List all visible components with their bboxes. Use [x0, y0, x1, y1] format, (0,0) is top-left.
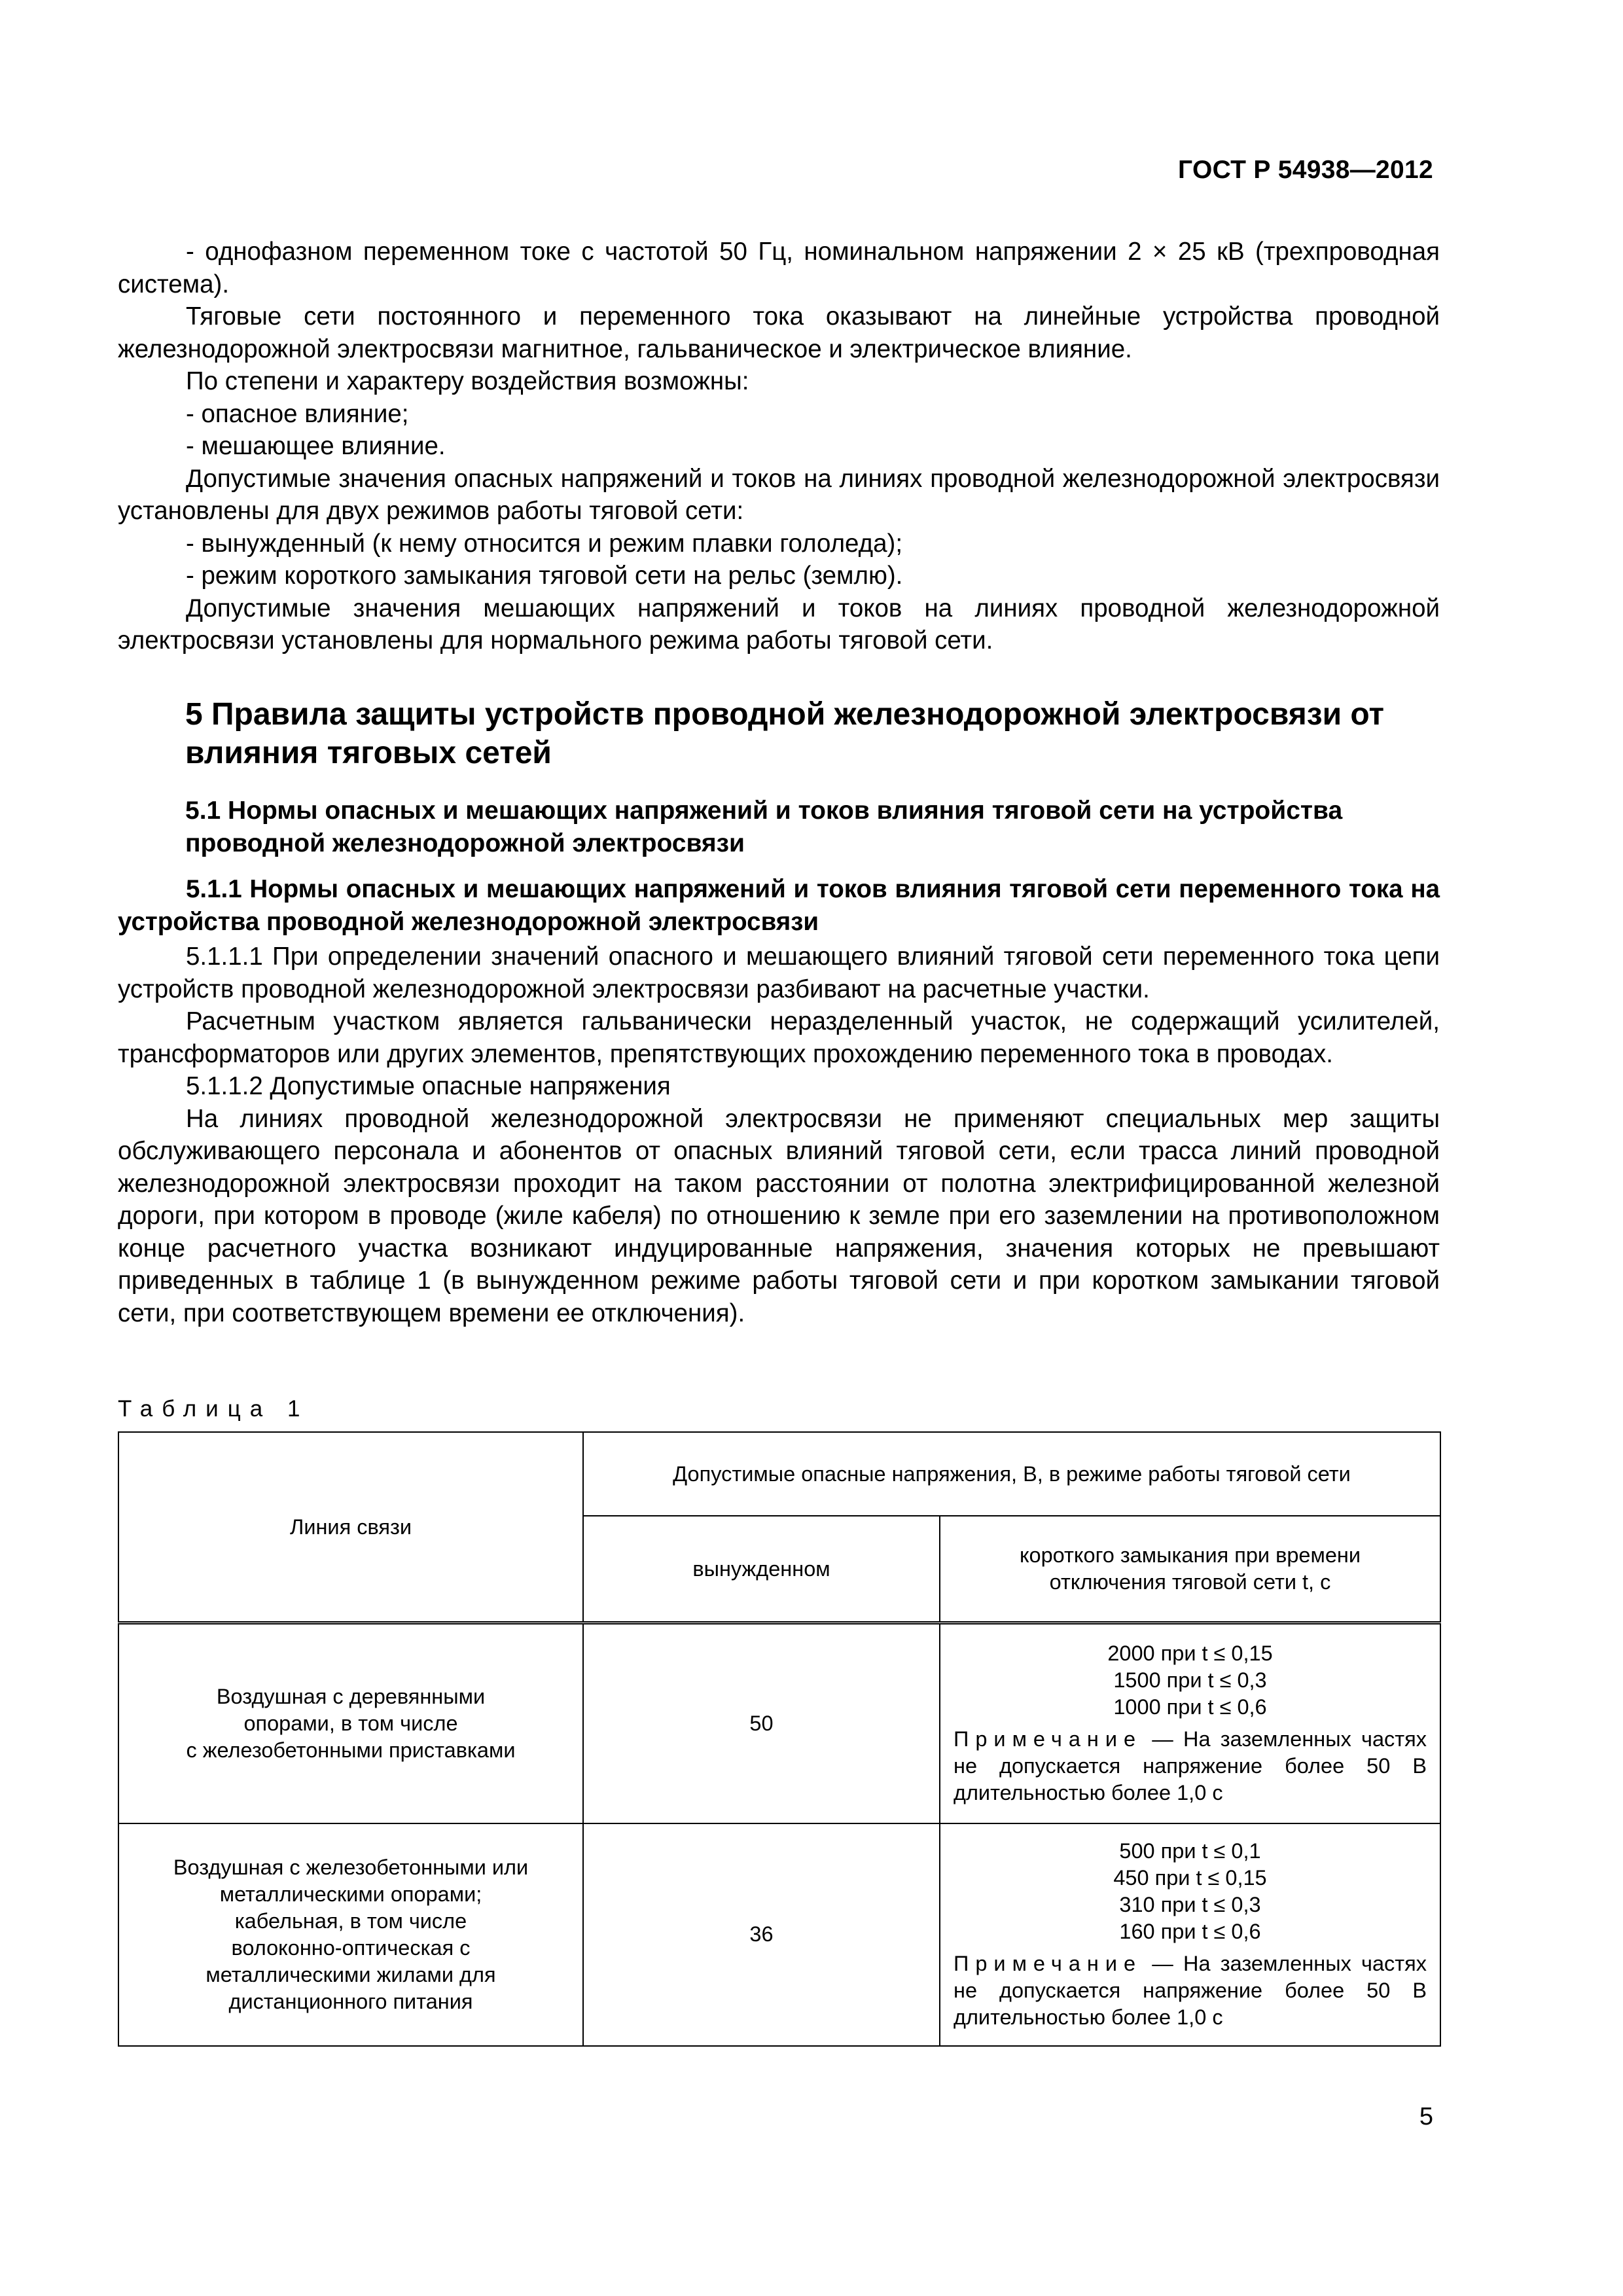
value-line: 450 при t ≤ 0,15: [1113, 1866, 1267, 1890]
value-line: 1000 при t ≤ 0,6: [1113, 1695, 1267, 1719]
subsubsection-title: 5.1.1 Нормы опасных и мешающих напряжений и токов влияния тяговой сети переменного тока на устройства проводной железнодорожной электросвязи: [118, 875, 1440, 936]
cell-line: с железобетонными приставками: [186, 1738, 516, 1762]
cell-line: Воздушная с деревянными: [216, 1684, 486, 1708]
cell-forced-value: 50: [583, 1623, 940, 1823]
list-item: - вынужденный (к нему относится и режим плавки гололеда);: [186, 529, 903, 558]
value-line: 500 при t ≤ 0,1: [1119, 1839, 1261, 1863]
paragraph: Расчетным участком является гальванически неразделенный участок, не содержащий усилителей, трансформаторов или других элементов, препятствующих прохождению переменного тока в проводах.: [118, 1007, 1440, 1068]
cell-forced-value: 36: [583, 1823, 940, 2046]
table-row: [118, 1823, 1440, 2046]
subsection-title: 5.1 Нормы опасных и мешающих напряжений и токов влияния тяговой сети на устройства проводной железнодорожной электросвязи: [185, 797, 1343, 857]
document-header-id: ГОСТ Р 54938—2012: [1178, 156, 1433, 184]
paragraph: - однофазном переменном токе с частотой 50 Гц, номинальном напряжении 2 × 25 кВ (трехпроводная система).: [118, 238, 1440, 298]
note-text: — На заземленных частях не допускается напряжение более 50 В длительностью более 1,0 с: [954, 1952, 1427, 2029]
paragraph: Допустимые значения мешающих напряжений и токов на линиях проводной железнодорожной электросвязи установлены для нормального режима работы тяговой сети.: [118, 594, 1440, 655]
note-label: Примечание: [954, 1727, 1143, 1751]
paragraph: Допустимые значения опасных напряжений и токов на линиях проводной железнодорожной электросвязи установлены для двух режимов работы тяговой сети:: [118, 464, 1440, 525]
cell-line: дистанционного питания: [228, 1989, 473, 2013]
value-line: 310 при t ≤ 0,3: [1119, 1893, 1261, 1916]
table-header-forced: вынужденном: [583, 1516, 940, 1623]
value-line: 2000 при t ≤ 0,15: [1107, 1641, 1273, 1666]
list-item: - режим короткого замыкания тяговой сети на рельс (землю).: [186, 562, 903, 590]
paragraph-heading: 5.1.1.2 Допустимые опасные напряжения: [186, 1072, 671, 1100]
note-label: Примечание: [954, 1952, 1143, 1975]
cell-line: волоконно-оптическая с: [231, 1935, 471, 1960]
cell-line: опорами, в том числе: [243, 1711, 458, 1735]
paragraph: На линиях проводной железнодорожной электросвязи не применяют специальных мер защиты обслуживающего персонала и абонентов от опасных влияний тяговой сети, если трасса линий проводной железнодорожной электросвязи проходит на таком расстоянии от полотна электрифицированной железной дороги, при котором в проводе (жиле кабеля) по отношению к земле при его заземлении на противоположном конце расчетного участка возникают индуцированные напряжения, значения которых не превышают приведенных в таблице 1 (в вынужденном режиме работы тяговой сети и при коротком замыкании тяговой сети, при соответствующем времени ее отключения).: [118, 1104, 1440, 1327]
cell-line: кабельная, в том числе: [234, 1909, 467, 1933]
table-header-short-circuit: [940, 1516, 1440, 1623]
section-text: [118, 873, 1440, 1329]
table-header-group: Допустимые опасные напряжения, В, в режиме работы тяговой сети: [583, 1432, 1440, 1516]
table-header-line: Линия связи: [118, 1432, 583, 1623]
cell-line: металлическими опорами;: [219, 1882, 482, 1906]
page-number: 5: [1419, 2103, 1433, 2130]
cell-line-type: [118, 1823, 583, 2046]
section-title: 5 Правила защиты устройств проводной железнодорожной электросвязи от влияния тяговых сетей: [185, 697, 1385, 770]
list-item: - опасное влияние;: [186, 399, 409, 428]
header-line: короткого замыкания при времени: [1019, 1543, 1361, 1567]
list-item: - мешающее влияние.: [186, 432, 446, 460]
cell-short-circuit: [940, 1823, 1440, 2046]
paragraph: Тяговые сети постоянного и переменного тока оказывают на линейные устройства проводной железнодорожной электросвязи магнитное, гальваническое и электрическое влияние.: [118, 302, 1440, 363]
cell-note: [954, 1950, 1427, 2031]
note-text: — На заземленных частях не допускается напряжение более 50 В длительностью более 1,0 с: [954, 1727, 1427, 1805]
table-row: [118, 1623, 1440, 1823]
value-line: 1500 при t ≤ 0,3: [1113, 1668, 1267, 1693]
value-line: 160 при t ≤ 0,6: [1119, 1920, 1261, 1943]
cell-short-circuit: [940, 1623, 1440, 1823]
header-line: отключения тяговой сети t, с: [1049, 1570, 1331, 1594]
cell-line-type: [118, 1623, 583, 1823]
cell-line: металлическими жилами для: [205, 1962, 496, 1986]
cell-note: [954, 1726, 1427, 1806]
paragraph: 5.1.1.1 При определении значений опасного и мешающего влияний тяговой сети переменного тока цепи устройств проводной железнодорожной электросвязи разбивают на расчетные участки.: [118, 942, 1440, 1003]
intro-text: [118, 236, 1440, 657]
table-1: [118, 1431, 1441, 2047]
table-caption: Таблица 1: [118, 1396, 310, 1422]
paragraph: По степени и характеру воздействия возможны:: [186, 367, 749, 395]
cell-line: Воздушная с железобетонными или: [173, 1855, 529, 1879]
